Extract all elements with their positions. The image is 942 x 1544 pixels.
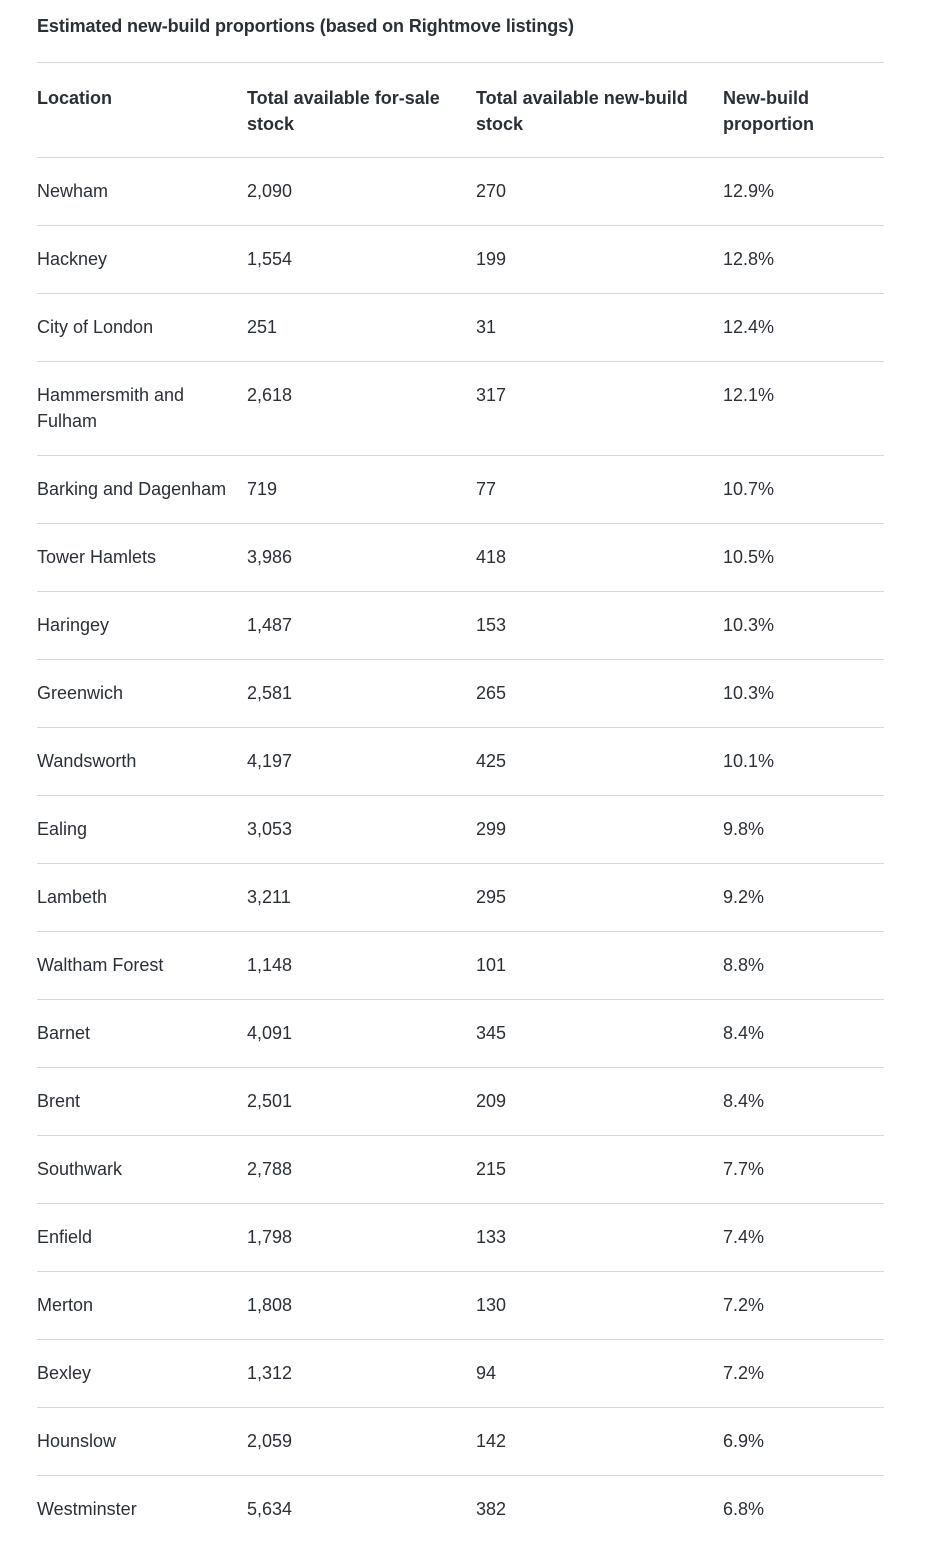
location-cell: Brent: [37, 1091, 81, 1111]
new-build-stock-cell: 345: [476, 1023, 507, 1043]
table-row: [37, 864, 884, 932]
total-stock-cell: 1,808: [247, 1295, 293, 1315]
proportion-cell: 10.5%: [723, 547, 775, 567]
new-build-stock-cell: 425: [476, 751, 507, 771]
table-row: [37, 1204, 884, 1272]
total-stock-cell: 2,059: [247, 1431, 293, 1451]
new-build-stock-cell: 317: [476, 385, 507, 405]
new-build-stock-cell: 215: [476, 1159, 507, 1179]
new-build-stock-cell: 382: [476, 1499, 507, 1519]
location-cell: Greenwich: [37, 683, 124, 703]
table-row: [37, 456, 884, 524]
table-row: [37, 1408, 884, 1476]
table-row: [37, 1068, 884, 1136]
new-build-stock-cell: 153: [476, 615, 507, 635]
proportion-cell: 12.1%: [723, 385, 775, 405]
table-row: [37, 796, 884, 864]
table-row: [37, 524, 884, 592]
total-stock-cell: 4,197: [247, 751, 293, 771]
total-stock-cell: 1,554: [247, 249, 293, 269]
table-row: [37, 1476, 884, 1544]
proportion-cell: 8.4%: [723, 1023, 765, 1043]
proportion-cell: 12.9%: [723, 181, 775, 201]
location-cell: Waltham Forest: [37, 955, 164, 975]
proportion-cell: 7.2%: [723, 1295, 765, 1315]
location-cell: Newham: [37, 181, 109, 201]
proportion-cell: 8.4%: [723, 1091, 765, 1111]
total-stock-cell: 2,788: [247, 1159, 293, 1179]
header-new-build-proportion: New-build proportion: [723, 88, 814, 134]
proportion-cell: 10.3%: [723, 615, 775, 635]
location-cell: Bexley: [37, 1363, 92, 1383]
location-cell: Haringey: [37, 615, 110, 635]
table-row: [37, 728, 884, 796]
header-location: Location: [37, 88, 112, 108]
location-cell: Hounslow: [37, 1431, 117, 1451]
proportion-cell: 6.8%: [723, 1499, 765, 1519]
new-build-stock-cell: 101: [476, 955, 507, 975]
new-build-stock-cell: 77: [476, 479, 497, 499]
table-row: [37, 660, 884, 728]
location-cell: Enfield: [37, 1227, 93, 1247]
header-total-stock: Total available for-sale stock: [247, 88, 440, 134]
table-row: [37, 362, 884, 456]
location-cell: Southwark: [37, 1159, 123, 1179]
proportion-cell: 12.8%: [723, 249, 775, 269]
location-cell: Merton: [37, 1295, 94, 1315]
table-body: [37, 158, 884, 1544]
total-stock-cell: 3,053: [247, 819, 293, 839]
total-stock-cell: 2,090: [247, 181, 293, 201]
total-stock-cell: 2,618: [247, 385, 293, 405]
table-row: [37, 932, 884, 1000]
header-new-build-stock: Total available new-build stock: [476, 88, 688, 134]
table-row: [37, 1000, 884, 1068]
proportion-cell: 10.1%: [723, 751, 775, 771]
new-build-stock-cell: 295: [476, 887, 507, 907]
total-stock-cell: 3,986: [247, 547, 293, 567]
proportion-cell: 10.7%: [723, 479, 775, 499]
proportion-cell: 7.7%: [723, 1159, 765, 1179]
total-stock-cell: 1,312: [247, 1363, 293, 1383]
new-build-stock-cell: 142: [476, 1431, 507, 1451]
table-row: [37, 1340, 884, 1408]
location-cell: Lambeth: [37, 887, 108, 907]
new-build-stock-cell: 209: [476, 1091, 507, 1111]
location-cell: Wandsworth: [37, 751, 137, 771]
location-cell: City of London: [37, 317, 154, 337]
location-cell: Barnet: [37, 1023, 91, 1043]
new-build-stock-cell: 299: [476, 819, 507, 839]
total-stock-cell: 1,798: [247, 1227, 293, 1247]
total-stock-cell: 4,091: [247, 1023, 293, 1043]
proportion-cell: 7.4%: [723, 1227, 765, 1247]
table-row: [37, 592, 884, 660]
new-build-stock-cell: 133: [476, 1227, 507, 1247]
proportion-cell: 12.4%: [723, 317, 775, 337]
new-build-stock-cell: 270: [476, 181, 507, 201]
new-build-table: [37, 62, 884, 1544]
new-build-stock-cell: 31: [476, 317, 497, 337]
total-stock-cell: 2,501: [247, 1091, 293, 1111]
new-build-stock-cell: 418: [476, 547, 507, 567]
total-stock-cell: 251: [247, 317, 278, 337]
total-stock-cell: 5,634: [247, 1499, 293, 1519]
total-stock-cell: 719: [247, 479, 278, 499]
total-stock-cell: 1,148: [247, 955, 293, 975]
table-row: [37, 158, 884, 226]
proportion-cell: 9.8%: [723, 819, 765, 839]
proportion-cell: 8.8%: [723, 955, 765, 975]
new-build-stock-cell: 130: [476, 1295, 507, 1315]
total-stock-cell: 1,487: [247, 615, 293, 635]
location-cell: Hammersmith and Fulham: [37, 385, 185, 431]
table-row: [37, 1272, 884, 1340]
total-stock-cell: 3,211: [247, 887, 291, 907]
proportion-cell: 7.2%: [723, 1363, 765, 1383]
new-build-stock-cell: 94: [476, 1363, 497, 1383]
table-caption: Estimated new-build proportions (based on Rightmove listings): [37, 16, 574, 36]
location-cell: Westminster: [37, 1499, 137, 1519]
new-build-stock-cell: 199: [476, 249, 507, 269]
total-stock-cell: 2,581: [247, 683, 293, 703]
location-cell: Hackney: [37, 249, 108, 269]
location-cell: Ealing: [37, 819, 88, 839]
table-row: [37, 1136, 884, 1204]
new-build-stock-cell: 265: [476, 683, 507, 703]
proportion-cell: 10.3%: [723, 683, 775, 703]
location-cell: Barking and Dagenham: [37, 479, 227, 499]
proportion-cell: 9.2%: [723, 887, 765, 907]
table-row: [37, 226, 884, 294]
table-row: [37, 294, 884, 362]
proportion-cell: 6.9%: [723, 1431, 765, 1451]
table-header-row: [37, 63, 884, 158]
location-cell: Tower Hamlets: [37, 547, 157, 567]
